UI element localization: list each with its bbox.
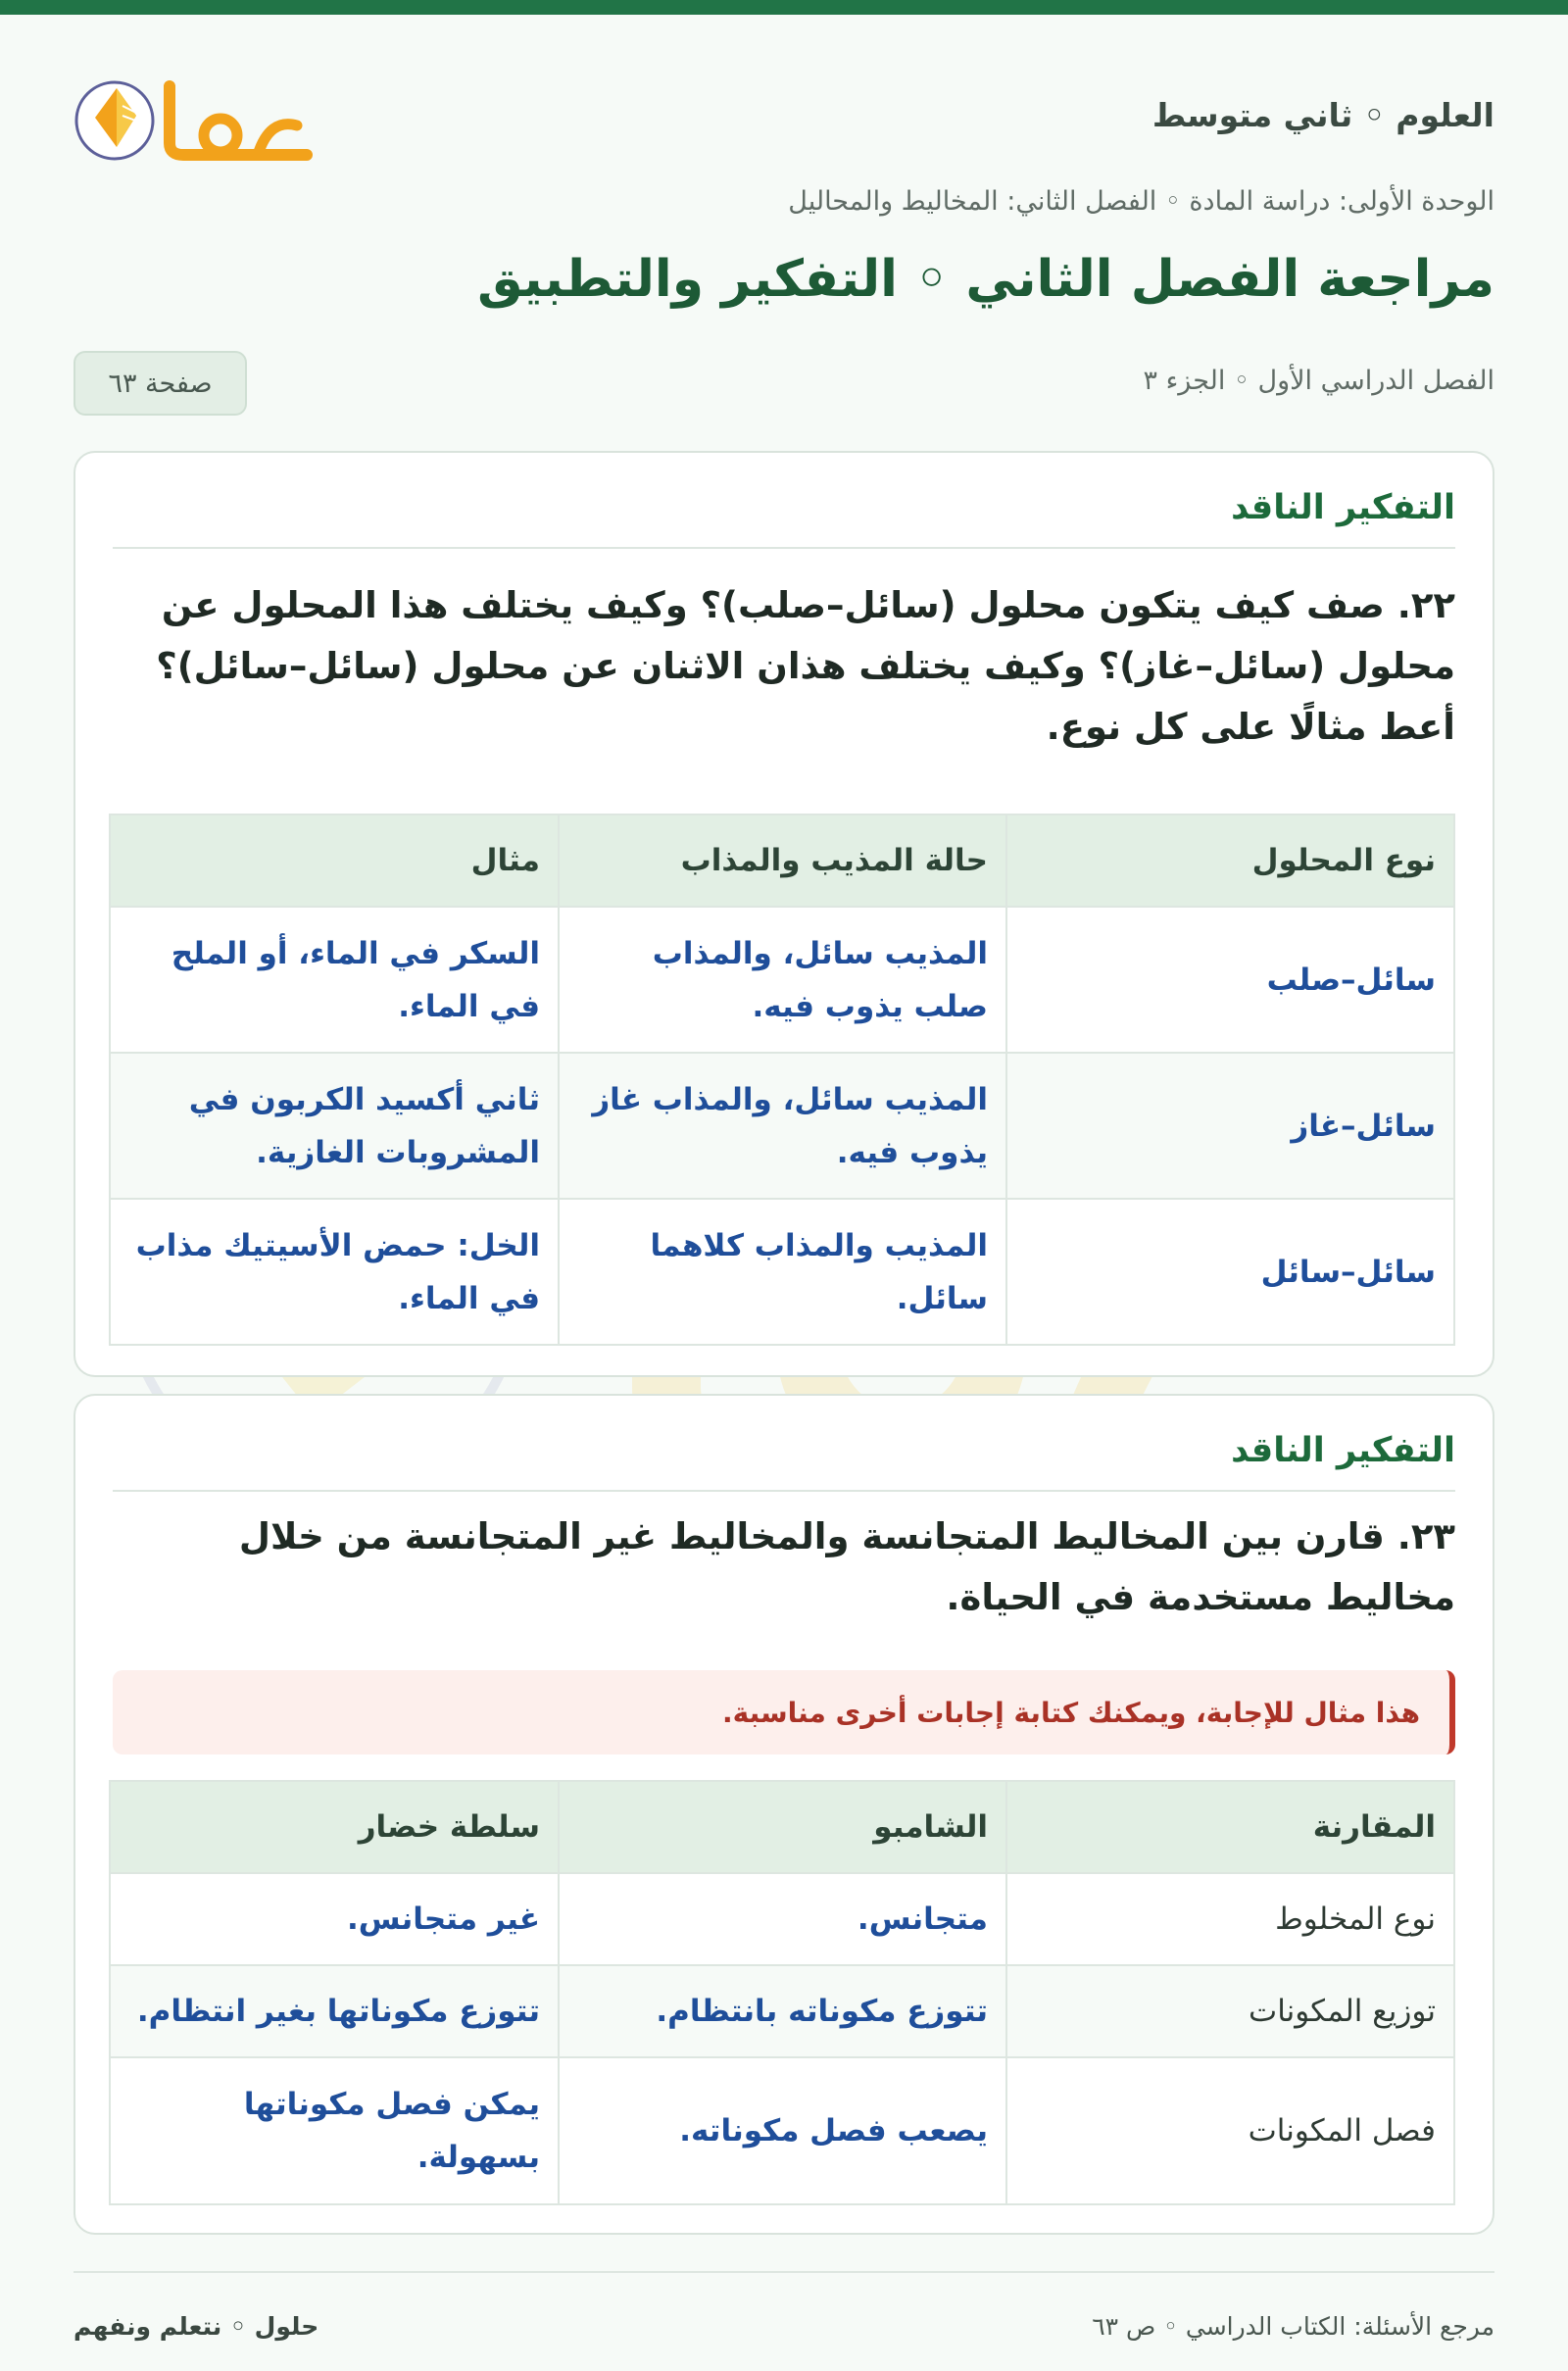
salad-cell: تتوزع مكوناتها بغير انتظام.	[110, 1965, 559, 2057]
state-cell: المذيب سائل، والمذاب غاز يذوب فيه.	[559, 1053, 1006, 1199]
column-header: مثال	[110, 815, 559, 907]
solution-type-cell: سائل–صلب	[1006, 907, 1454, 1053]
shampoo-cell: يصعب فصل مكوناته.	[559, 2057, 1006, 2204]
section-heading: التفكير الناقد	[113, 488, 1455, 549]
question-23-text: ٢٣. قارن بين المخاليط المتجانسة والمخاليط غير المتجانسة من خلال مخاليط مستخدمة في الحياة.	[238, 1515, 1455, 1618]
answer-note: هذا مثال للإجابة، ويمكنك كتابة إجابات أخرى مناسبة.	[113, 1670, 1455, 1754]
page-header	[74, 59, 1494, 176]
solution-types-table	[109, 814, 1455, 1346]
column-header: المقارنة	[1006, 1781, 1454, 1873]
salad-cell: غير متجانس.	[110, 1873, 559, 1965]
comparison-label-cell: توزيع المكونات	[1006, 1965, 1454, 2057]
top-accent-bar	[0, 0, 1568, 15]
question-23-card	[74, 1394, 1494, 2235]
section-heading: التفكير الناقد	[113, 1431, 1455, 1492]
comparison-label-cell: فصل المكونات	[1006, 2057, 1454, 2204]
salad-cell: يمكن فصل مكوناتها بسهولة.	[110, 2057, 559, 2204]
mixtures-comparison-table	[109, 1780, 1455, 2205]
breadcrumb[interactable]: الوحدة الأولى: دراسة المادة ◦ الفصل الثاني: المخاليط والمحاليل	[788, 186, 1494, 217]
shampoo-cell: تتوزع مكوناته بانتظام.	[559, 1965, 1006, 2057]
column-header: سلطة خضار	[110, 1781, 559, 1873]
table-header-row	[110, 815, 1454, 907]
footer-brand[interactable]: حلول ◦ نتعلم ونفهم	[74, 2312, 319, 2341]
table-row	[110, 1199, 1454, 1345]
term-label: الفصل الدراسي الأول ◦ الجزء ٣	[1143, 366, 1494, 396]
solution-type-cell: سائل–غاز	[1006, 1053, 1454, 1199]
subject-title: العلوم ◦ ثاني متوسط	[1152, 96, 1494, 134]
example-cell: ثاني أكسيد الكربون في المشروبات الغازية.	[110, 1053, 559, 1199]
table-row	[110, 1873, 1454, 1965]
page-title: مراجعة الفصل الثاني ◦ التفكير والتطبيق	[477, 250, 1494, 309]
table-row	[110, 2057, 1454, 2204]
column-header: نوع المحلول	[1006, 815, 1454, 907]
shampoo-cell: متجانس.	[559, 1873, 1006, 1965]
table-header-row	[110, 1781, 1454, 1873]
table-row	[110, 1965, 1454, 2057]
page-footer	[74, 2271, 1494, 2340]
example-cell: السكر في الماء، أو الملح في الماء.	[110, 907, 559, 1053]
brand-logo-icon[interactable]	[74, 67, 328, 174]
table-row	[110, 907, 1454, 1053]
column-header: حالة المذيب والمذاب	[559, 815, 1006, 907]
comparison-label-cell: نوع المخلوط	[1006, 1873, 1454, 1965]
state-cell: المذيب سائل، والمذاب صلب يذوب فيه.	[559, 907, 1006, 1053]
question-22-card	[74, 451, 1494, 1377]
page-number-badge: صفحة ٦٣	[74, 351, 247, 416]
page	[0, 15, 1568, 2371]
question-22-text: ٢٢. صف كيف يتكون محلول (سائل–صلب)؟ وكيف يختلف هذا المحلول عن محلول (سائل–غاز)؟ وكيف يختلف هذان الاثنان عن محلول (سائل–سائل)؟ أعط مثالًا على كل نوع.	[156, 584, 1455, 748]
solution-type-cell: سائل–سائل	[1006, 1199, 1454, 1345]
state-cell: المذيب والمذاب كلاهما سائل.	[559, 1199, 1006, 1345]
example-cell: الخل: حمض الأسيتيك مذاب في الماء.	[110, 1199, 559, 1345]
column-header: الشامبو	[559, 1781, 1006, 1873]
table-row	[110, 1053, 1454, 1199]
footer-reference: مرجع الأسئلة: الكتاب الدراسي ◦ ص ٦٣	[1092, 2312, 1494, 2341]
